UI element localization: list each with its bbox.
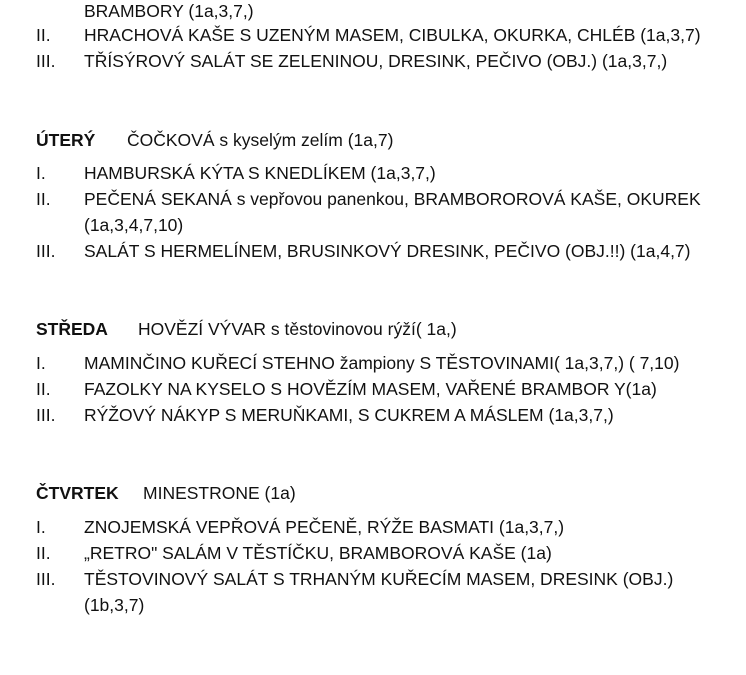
item-number: III. — [36, 569, 56, 589]
menu-item: HRACHOVÁ KAŠE S UZENÝM MASEM, CIBULKA, OKURKA, CHLÉB (1a,3,7) — [84, 25, 701, 45]
soup-of-day: HOVĚZÍ VÝVAR s těstovinovou rýží( 1a,) — [138, 319, 457, 339]
menu-item: FAZOLKY NA KYSELO S HOVĚZÍM MASEM, VAŘENÉ BRAMBOR Y(1a) — [84, 379, 657, 399]
menu-item: „RETRO" SALÁM V TĚSTÍČKU, BRAMBOROVÁ KAŠE (1a) — [84, 543, 552, 563]
continuation-line: BRAMBORY (1a,3,7,) — [84, 1, 254, 21]
item-number: III. — [36, 241, 56, 261]
soup-of-day: ČOČKOVÁ s kyselým zelím (1a,7) — [127, 130, 394, 150]
menu-item: ZNOJEMSKÁ VEPŘOVÁ PEČENĚ, RÝŽE BASMATI (1a,3,7,) — [84, 517, 565, 537]
item-number: II. — [36, 189, 51, 209]
day-heading: STŘEDA — [36, 319, 108, 339]
item-number: III. — [36, 51, 56, 71]
item-number: II. — [36, 543, 51, 563]
item-number: I. — [36, 517, 46, 537]
menu-item: RÝŽOVÝ NÁKYP S MERUŇKAMI, S CUKREM A MÁSLEM (1a,3,7,) — [84, 405, 614, 425]
day-heading: ČTVRTEK — [36, 483, 119, 503]
menu-item: TĚSTOVINOVÝ SALÁT S TRHANÝM KUŘECÍM MASEM, DRESINK (OBJ.) — [84, 569, 674, 589]
menu-item-continuation: (1a,3,4,7,10) — [84, 215, 184, 235]
item-number: II. — [36, 379, 51, 399]
item-number: I. — [36, 163, 46, 183]
menu-item: HAMBURSKÁ KÝTA S KNEDLÍKEM (1a,3,7,) — [84, 163, 436, 183]
day-heading: ÚTERÝ — [36, 130, 96, 150]
menu-item-continuation: (1b,3,7) — [84, 595, 145, 615]
soup-of-day: MINESTRONE (1a) — [143, 483, 296, 503]
menu-item: TŘÍSÝROVÝ SALÁT SE ZELENINOU, DRESINK, PEČIVO (OBJ.) (1a,3,7,) — [84, 51, 668, 71]
item-number: I. — [36, 353, 46, 373]
menu-item: SALÁT S HERMELÍNEM, BRUSINKOVÝ DRESINK, PEČIVO (OBJ.!!) (1a,4,7) — [84, 241, 691, 261]
item-number: II. — [36, 25, 51, 45]
menu-item: PEČENÁ SEKANÁ s vepřovou panenkou, BRAMBOROROVÁ KAŠE, OKUREK — [84, 189, 701, 209]
menu-item: MAMINČINO KUŘECÍ STEHNO žampiony S TĚSTOVINAMI( 1a,3,7,) ( 7,10) — [84, 353, 680, 373]
item-number: III. — [36, 405, 56, 425]
